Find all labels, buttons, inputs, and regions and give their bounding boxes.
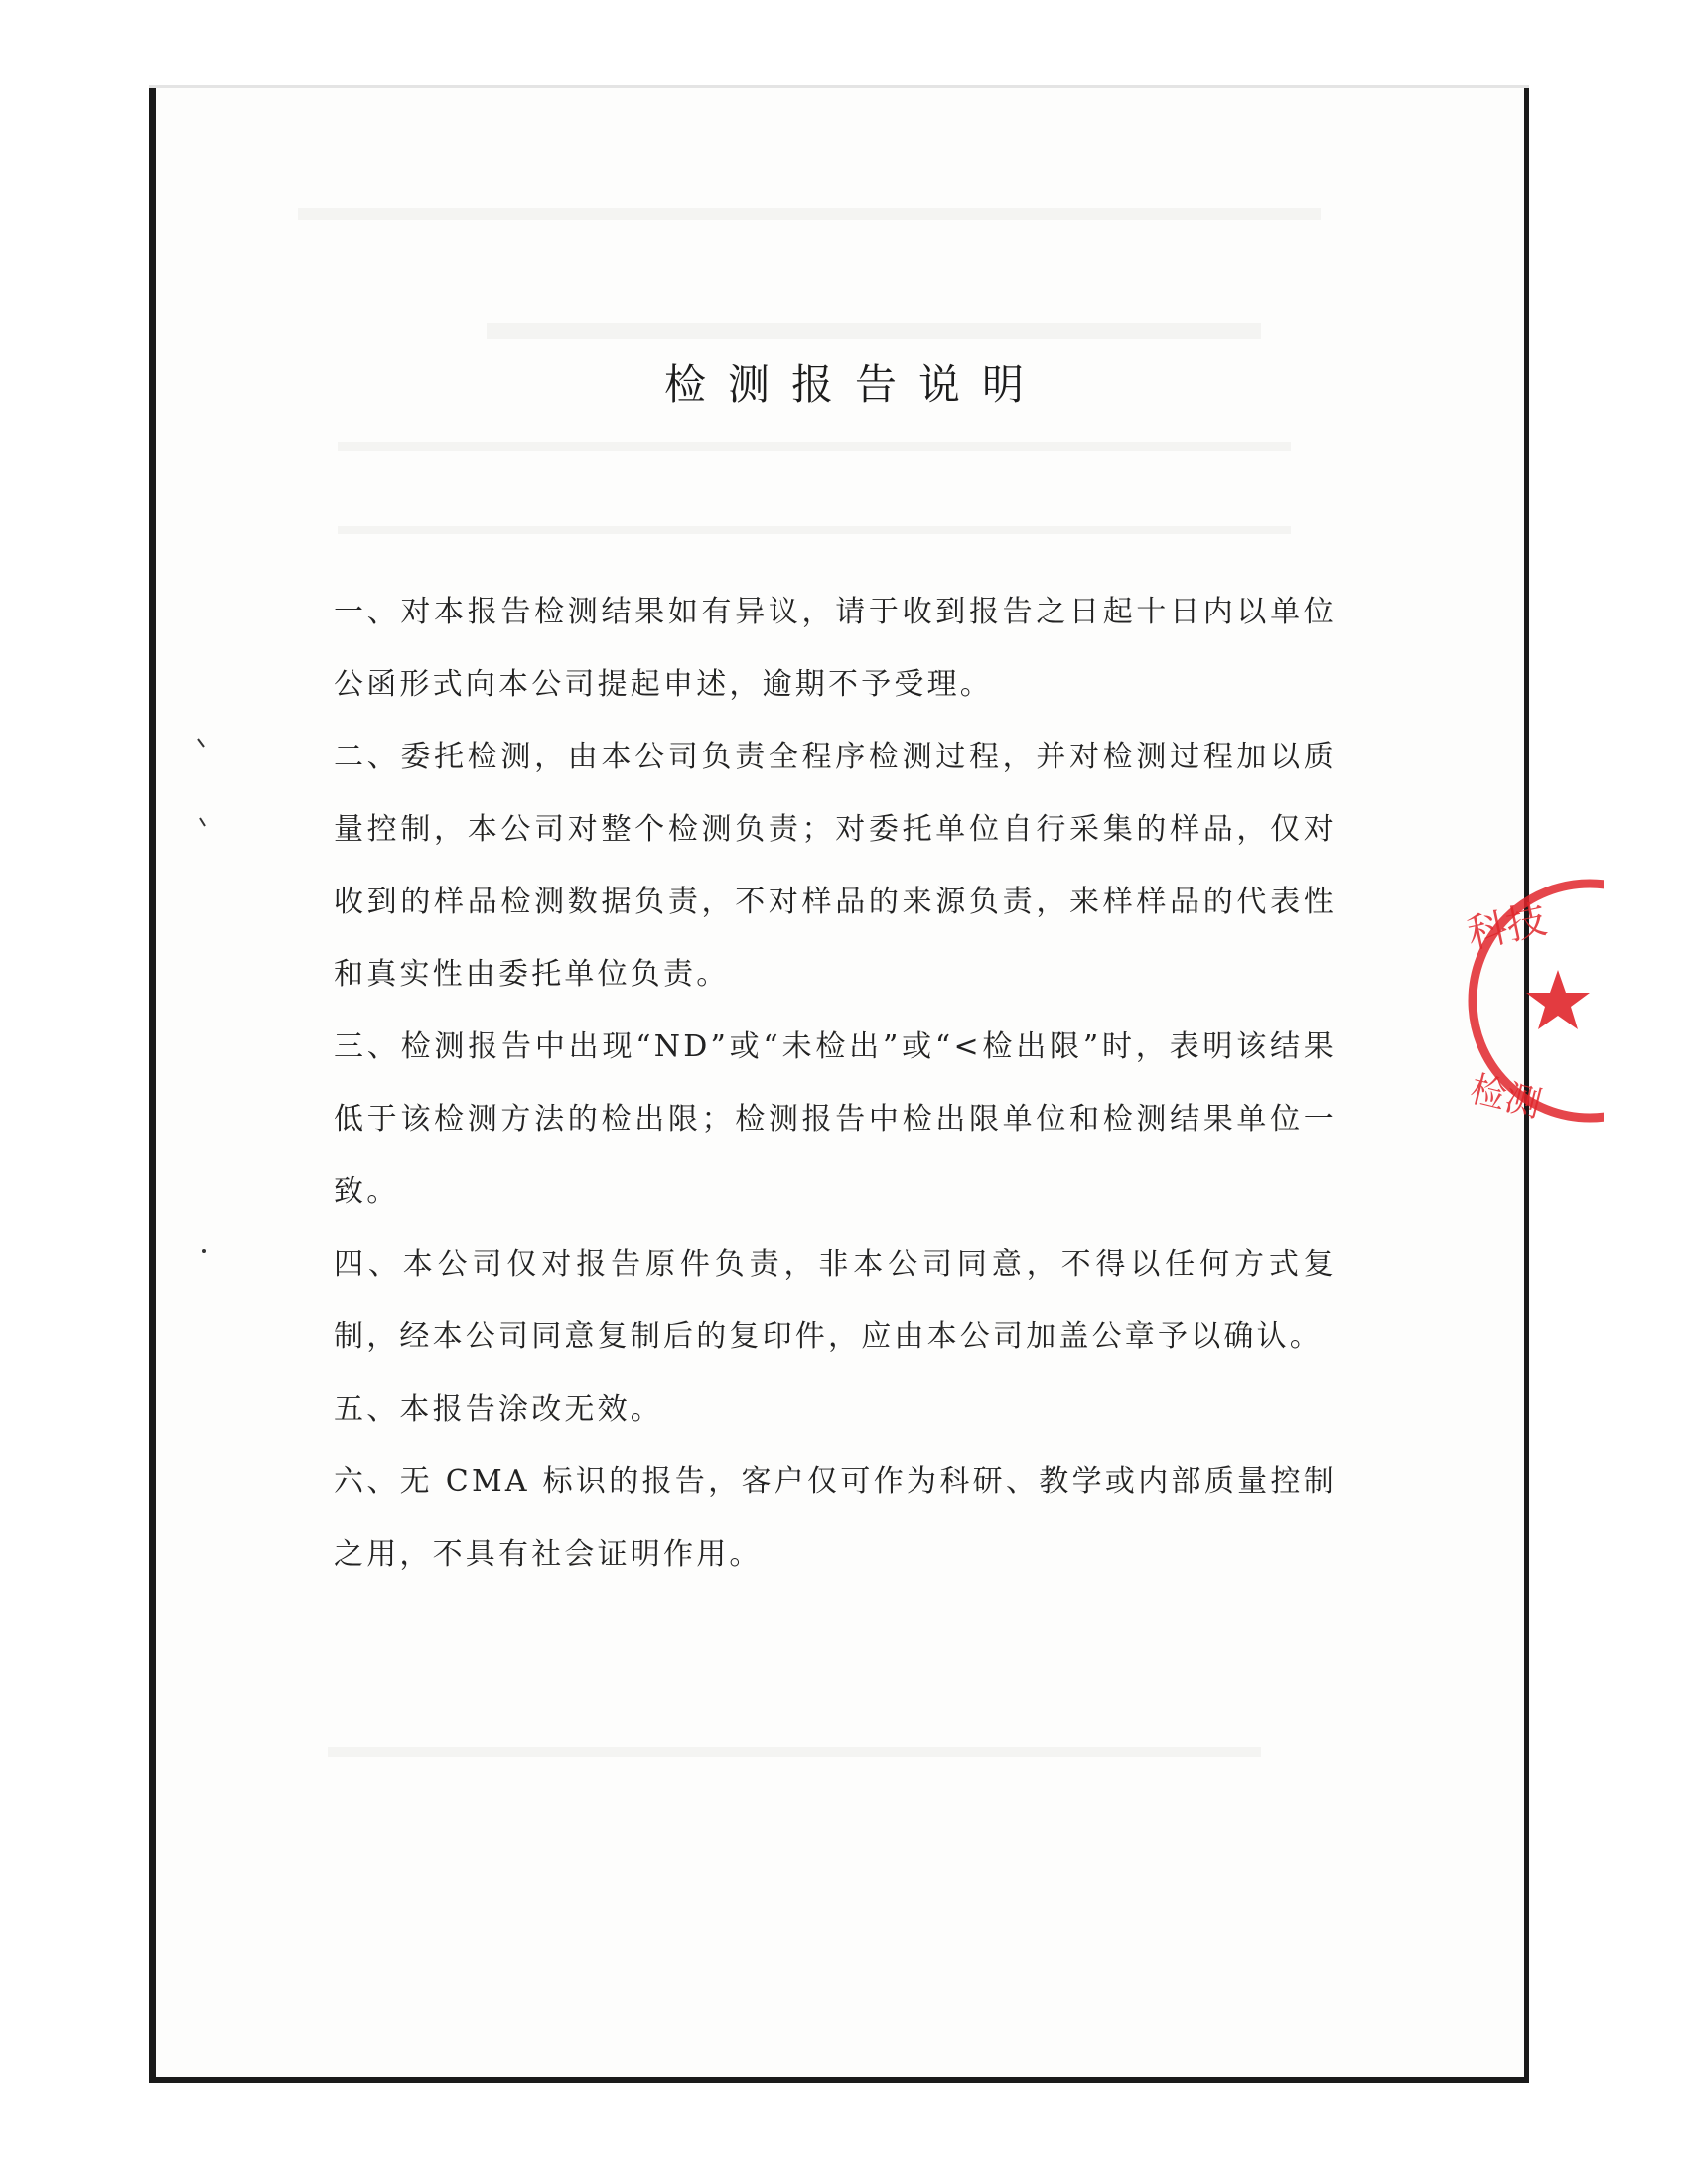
- show-through-line: [298, 208, 1321, 220]
- note-paragraph-3: 三、检测报告中出现“ND”或“未检出”或“<检出限”时，表明该结果低于该检测方法的检出限；检测报告中检出限单位和检测结果单位一致。: [334, 1029, 1336, 1209]
- page-title: 检测报告说明: [663, 360, 1046, 409]
- show-through-line: [328, 1747, 1261, 1757]
- seal-text-top: 科技: [1463, 896, 1551, 959]
- show-through-line: [338, 526, 1291, 534]
- note-paragraph-2: 二、委托检测，由本公司负责全程序检测过程，并对检测过程加以质量控制，本公司对整个检测负责；对委托单位自行采集的样品，仅对收到的样品检测数据负责，不对样品的来源负责，来样样品的代表性和真实性由委托单位负责。: [334, 740, 1336, 992]
- scan-specks: [194, 735, 213, 1330]
- note-paragraph-1: 一、对本报告检测结果如有异议，请于收到报告之日起十日内以单位公函形式向本公司提起申述，逾期不予受理。: [334, 595, 1336, 702]
- note-paragraph-4: 四、本公司仅对报告原件负责，非本公司同意，不得以任何方式复制，经本公司同意复制后的复印件，应由本公司加盖公章予以确认。: [334, 1247, 1336, 1354]
- company-seal: [1455, 866, 1604, 1136]
- seal-text-bottom: 检测: [1466, 1068, 1546, 1126]
- notes-body: [334, 576, 1336, 1590]
- show-through-line: [487, 323, 1261, 339]
- show-through-line: [338, 442, 1291, 451]
- paper-top-edge: [149, 85, 1529, 88]
- note-paragraph-5: 五、本报告涂改无效。: [334, 1392, 663, 1427]
- note-paragraph-6: 六、无 CMA 标识的报告，客户仅可作为科研、教学或内部质量控制之用，不具有社会证明作用。: [334, 1464, 1336, 1571]
